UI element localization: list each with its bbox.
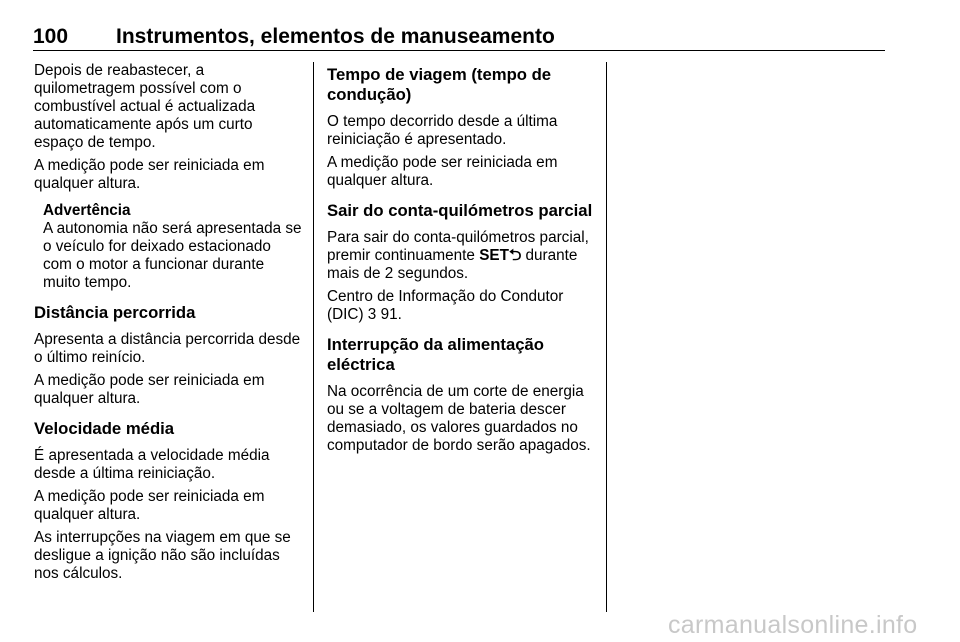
heading-average-speed: Velocidade média	[34, 419, 175, 438]
heading-power-interruption: Interrupção da alimentação eléctrica	[327, 335, 545, 374]
heading-exit-trip: Sair do conta-quilómetros parcial	[327, 201, 593, 220]
paragraph-distance: Apresenta a distância percorrida desde o último reinício.	[34, 331, 301, 366]
paragraph-reset-4: A medição pode ser reiniciada em qualquer altura.	[327, 154, 558, 189]
dic-page: 91.	[380, 306, 402, 323]
return-arrow-icon: ⮌	[508, 247, 522, 264]
page-reference-icon: 3	[367, 306, 377, 323]
paragraph-reset-2: A medição pode ser reiniciada em qualquer altura.	[34, 372, 265, 407]
page-header	[33, 26, 885, 51]
column-left	[34, 62, 304, 588]
exit-trip-text: Para sair do conta-quilómetros parcial, premir continuamente	[327, 229, 589, 264]
paragraph-dic-reference	[327, 288, 599, 324]
column-divider-right	[606, 62, 607, 612]
heading-travel-time: Tempo de viagem (tempo de condução)	[327, 65, 552, 104]
paragraph-reset-3: A medição pode ser reiniciada em qualquer altura.	[34, 488, 265, 523]
paragraph-reset-1: A medição pode ser reiniciada em qualquer altura.	[34, 157, 265, 192]
page-title: Instrumentos, elementos de manuseamento	[116, 25, 555, 48]
paragraph-interruptions: As interrupções na viagem em que se desligue a ignição não são incluídas nos cálculos.	[34, 529, 291, 582]
warning-text: A autonomia não será apresentada se o veículo for deixado estacionado com o motor a funcionar durante muito tempo.	[43, 220, 302, 291]
paragraph-exit-trip	[327, 229, 599, 283]
column-middle	[327, 62, 599, 460]
heading-distance: Distância percorrida	[34, 303, 196, 322]
paragraph-travel-time: O tempo decorrido desde a última reiniciação é apresentado.	[327, 113, 558, 148]
watermark: carmanualsonline.info	[668, 611, 918, 639]
dic-text: Centro de Informação do Condutor (DIC)	[327, 288, 564, 323]
exit-trip-duration: durante mais de 2 segundos.	[327, 247, 578, 282]
paragraph-power-interruption: Na ocorrência de um corte de energia ou se a voltagem de bateria descer demasiado, os valores guardados no computador de bordo serão apagados.	[327, 383, 591, 454]
paragraph-refuel: Depois de reabastecer, a quilometragem possível com o combustível actual é actualizada automaticamente após um curto espaço de tempo.	[34, 62, 256, 151]
column-divider-left	[313, 62, 314, 612]
set-label: SET	[479, 247, 509, 264]
page-number: 100	[33, 25, 69, 48]
warning-title: Advertência	[43, 202, 131, 219]
warning-box	[43, 202, 304, 292]
paragraph-average-speed: É apresentada a velocidade média desde a última reiniciação.	[34, 447, 270, 482]
